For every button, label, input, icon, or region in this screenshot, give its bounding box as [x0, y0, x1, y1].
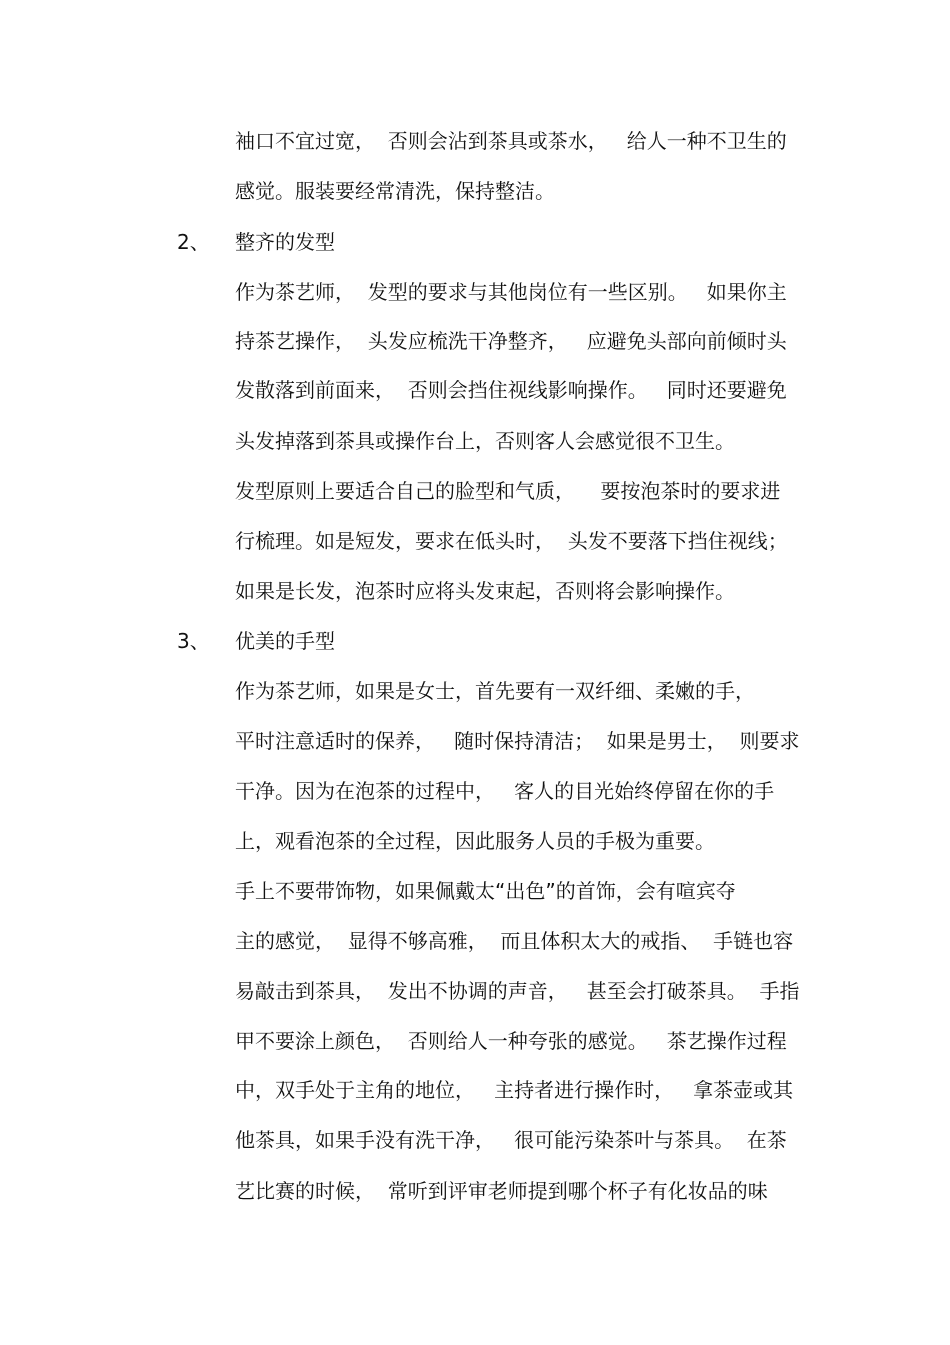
text-line: 干净。因为在泡茶的过程中， 客人的目光始终停留在你的手 [235, 779, 775, 803]
section-heading: 优美的手型 [235, 629, 335, 653]
text-line: 艺比赛的时候， 常听到评审老师提到哪个杯子有化妆品的味 [235, 1179, 768, 1203]
section-number: 3、 [177, 629, 210, 653]
text-line: 平时注意适时的保养， 随时保持清洁； 如果是男士， 则要求 [235, 729, 800, 753]
section-number: 2、 [177, 230, 210, 254]
text-line: 作为茶艺师， 发型的要求与其他岗位有一些区别。 如果你主 [235, 280, 787, 304]
text-line: 上，观看泡茶的全过程，因此服务人员的手极为重要。 [235, 829, 715, 853]
text-line: 手上不要带饰物，如果佩戴太“出色”的首饰，会有喧宾夺 [235, 879, 736, 903]
text-line: 易敲击到茶具， 发出不协调的声音， 甚至会打破茶具。 手指 [235, 979, 800, 1003]
text-line: 甲不要涂上颜色， 否则给人一种夸张的感觉。 茶艺操作过程 [235, 1029, 787, 1053]
text-line: 行梳理。如是短发，要求在低头时， 头发不要落下挡住视线； [235, 529, 788, 553]
text-line: 发型原则上要适合自己的脸型和气质， 要按泡茶时的要求进 [235, 479, 781, 503]
section-heading: 整齐的发型 [235, 230, 335, 254]
text-line: 袖口不宜过宽， 否则会沾到茶具或茶水， 给人一种不卫生的 [235, 129, 787, 153]
text-line: 作为茶艺师，如果是女士，首先要有一双纤细、柔嫩的手， [235, 679, 755, 703]
text-line: 中，双手处于主角的地位， 主持者进行操作时， 拿茶壶或其 [235, 1078, 794, 1102]
text-line: 持茶艺操作， 头发应梳洗干净整齐， 应避免头部向前倾时头 [235, 329, 787, 353]
text-line: 头发掉落到茶具或操作台上，否则客人会感觉很不卫生。 [235, 429, 735, 453]
text-line: 发散落到前面来， 否则会挡住视线影响操作。 同时还要避免 [235, 378, 787, 402]
text-line: 主的感觉， 显得不够高雅， 而且体积太大的戒指、 手链也容 [235, 929, 794, 953]
text-line: 如果是长发，泡茶时应将头发束起，否则将会影响操作。 [235, 579, 735, 603]
text-line: 感觉。服装要经常清洗，保持整洁。 [235, 179, 555, 203]
text-line: 他茶具，如果手没有洗干净， 很可能污染茶叶与茶具。 在茶 [235, 1128, 787, 1152]
